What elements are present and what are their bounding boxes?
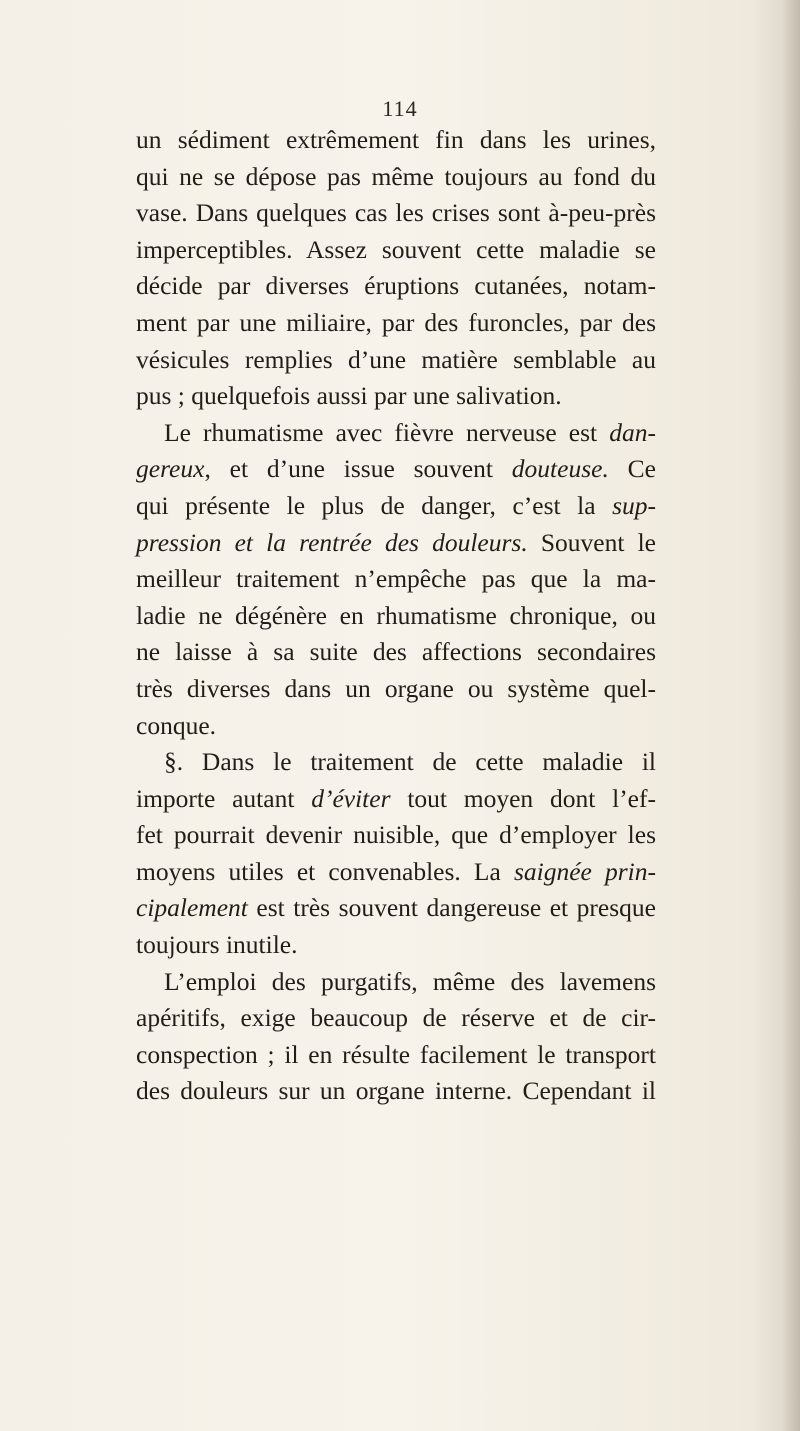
text-segment: tout moyen dont l’ef- — [390, 783, 656, 813]
text-line — [136, 781, 656, 818]
text-segment: des douleurs sur un organe interne. Cependant il — [136, 1076, 656, 1106]
text-line — [136, 744, 656, 781]
text-line — [136, 634, 656, 671]
italic-segment: d’éviter — [311, 783, 391, 813]
text-line — [136, 122, 656, 159]
text-segment: ladie ne dégénère en rhumatisme chronique, ou — [136, 600, 656, 630]
text-segment: vase. Dans quelques cas les crises sont à-peu-près — [136, 198, 656, 228]
text-segment: §. Dans le traitement de cette maladie il — [164, 747, 656, 777]
text-line — [136, 890, 656, 927]
text-segment: L’emploi des purgatifs, même des lavemens — [164, 966, 656, 996]
text-line — [136, 671, 656, 708]
italic-segment: douteuse. — [511, 454, 609, 484]
text-line — [136, 305, 656, 342]
text-line — [136, 927, 656, 964]
italic-segment: pression et la rentrée des douleurs. — [136, 527, 528, 557]
text-segment: apéritifs, exige beaucoup de réserve et de cir- — [136, 1003, 656, 1033]
text-line — [136, 854, 656, 891]
text-segment: ne laisse à sa suite des affections secondaires — [136, 637, 656, 667]
text-line — [136, 451, 656, 488]
text-segment: Souvent le — [527, 527, 656, 557]
italic-segment: cipalement — [136, 893, 248, 923]
text-segment: est très souvent dangereuse et presque — [247, 893, 656, 923]
text-segment: très diverses dans un organe ou système quel- — [136, 673, 656, 703]
text-segment: imperceptibles. Assez souvent cette maladie se — [136, 234, 656, 264]
text-segment: , et d’une issue souvent — [204, 454, 512, 484]
italic-segment: saignée prin- — [513, 856, 656, 886]
text-segment: qui ne se dépose pas même toujours au fond du — [136, 161, 656, 191]
text-segment: toujours inutile. — [136, 930, 298, 960]
italic-segment: sup- — [612, 490, 656, 520]
text-line — [136, 378, 656, 415]
text-segment: pus ; quelquefois aussi par une salivation. — [136, 381, 562, 411]
text-segment: Le rhumatisme avec fièvre nerveuse est — [164, 417, 610, 447]
text-line — [136, 1037, 656, 1074]
body-text — [136, 122, 656, 1110]
text-line — [136, 488, 656, 525]
text-line — [136, 195, 656, 232]
text-segment: conque. — [136, 710, 217, 740]
text-line — [136, 1073, 656, 1110]
text-line — [136, 415, 656, 452]
text-segment: conspection ; il en résulte facilement le transport — [136, 1039, 656, 1069]
text-line — [136, 268, 656, 305]
italic-segment: gereux — [136, 454, 205, 484]
text-segment: vésicules remplies d’une matière semblable au — [136, 344, 656, 374]
text-segment: qui présente le plus de danger, c’est la — [136, 490, 613, 520]
text-line — [136, 159, 656, 196]
text-segment: fet pourrait devenir nuisible, que d’employer les — [136, 820, 656, 850]
text-line — [136, 561, 656, 598]
text-line — [136, 598, 656, 635]
text-segment: un sédiment extrêmement fin dans les urines, — [136, 125, 656, 154]
text-line — [136, 964, 656, 1001]
italic-segment: dan- — [609, 417, 656, 447]
text-segment: moyens utiles et convenables. La — [136, 856, 514, 886]
text-line — [136, 525, 656, 562]
text-line — [136, 1000, 656, 1037]
text-line — [136, 817, 656, 854]
text-line — [136, 232, 656, 269]
text-line — [136, 342, 656, 379]
text-segment: Ce — [608, 454, 656, 484]
text-segment: décide par diverses éruptions cutanées, notam- — [136, 271, 656, 301]
text-line — [136, 708, 656, 745]
text-segment: meilleur traitement n’empêche pas que la ma- — [136, 564, 656, 594]
page-number: 114 — [382, 96, 418, 121]
text-segment: importe autant — [136, 783, 312, 813]
text-segment: ment par une miliaire, par des furoncles, par des — [136, 307, 656, 337]
page-edge-shadow — [782, 0, 800, 1431]
